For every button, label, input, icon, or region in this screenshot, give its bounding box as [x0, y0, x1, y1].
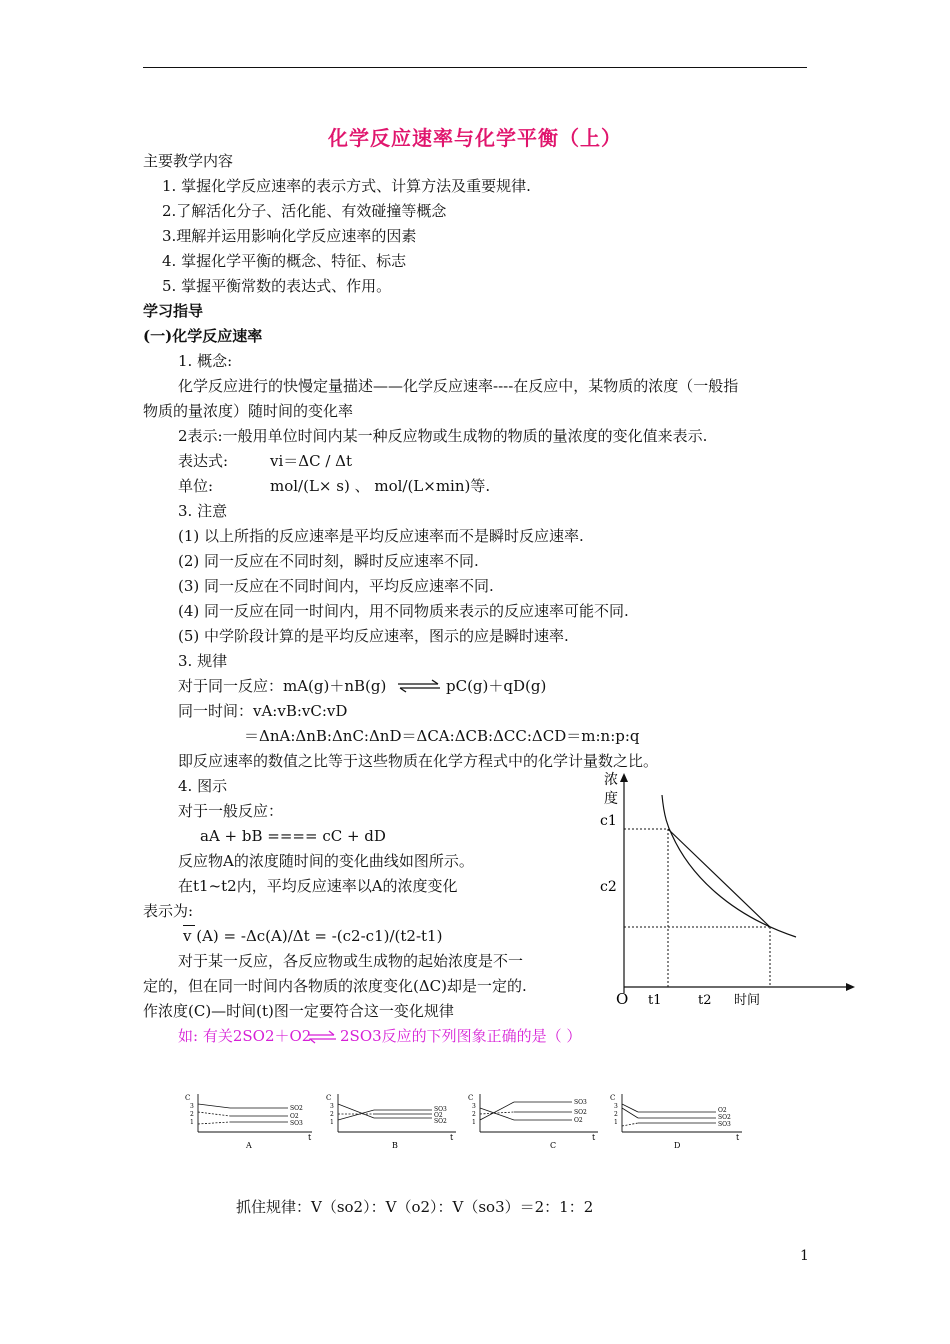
- graph-d-label-3: SO3: [718, 1121, 731, 1128]
- representation-line: 2表示:一般用单位时间内某一种反应物或生成物的物质的量浓度的变化值来表示.: [178, 427, 708, 445]
- graph-c-c: C: [468, 1094, 474, 1102]
- graph-a-letter: A: [246, 1141, 252, 1150]
- paragraph-line-1: 对于某一反应，各反应物或生成物的起始浓度是不一: [178, 952, 524, 970]
- diagram-label: 4. 图示: [178, 777, 228, 795]
- c2-label: c2: [600, 879, 617, 895]
- diagram-line-5: 表示为:: [143, 902, 194, 920]
- expression-formula: vi＝ΔC / Δt: [270, 452, 353, 470]
- section1-heading: (一)化学反应速率: [143, 327, 263, 345]
- example-suffix: 2SO3反应的下列图象正确的是（ ）: [340, 1027, 582, 1045]
- content-item-5: 5. 掌握平衡常数的表达式、作用。: [162, 277, 392, 295]
- note-item-1: (1) 以上所指的反应速率是平均反应速率而不是瞬时反应速率.: [178, 527, 584, 545]
- concept-line-2: 物质的量浓度）随时间的变化率: [143, 402, 354, 420]
- page-title: 化学反应速率与化学平衡（上）: [328, 126, 622, 150]
- graph-b-label-2: O2: [434, 1112, 443, 1119]
- graph-c-tick-2: 2: [472, 1111, 476, 1118]
- t1-label: t1: [648, 993, 662, 1008]
- note-item-2: (2) 同一反应在不同时刻，瞬时反应速率不同.: [178, 552, 479, 570]
- graph-a-c: C: [185, 1094, 191, 1102]
- paragraph-line-2: 定的，但在同一时间内各物质的浓度变化(ΔC)却是一定的.: [143, 977, 527, 995]
- guide-heading: 学习指导: [143, 302, 204, 320]
- diagram-line-4: 在t1~t2内，平均反应速率以A的浓度变化: [178, 877, 458, 895]
- rule-line-1a: 对于同一反应：mA(g)＋nB(g): [178, 677, 387, 695]
- graph-a-t: t: [308, 1133, 312, 1142]
- diagram-line-3: 反应物A的浓度随时间的变化曲线如图所示。: [178, 852, 474, 870]
- paragraph-line-3: 作浓度(C)—时间(t)图一定要符合这一变化规律: [143, 1002, 454, 1020]
- y-axis-label-1: 浓: [604, 772, 618, 788]
- content-heading: 主要教学内容: [143, 152, 234, 170]
- content-item-1: 1. 掌握化学反应速率的表示方式、计算方法及重要规律.: [162, 177, 531, 195]
- graph-b-label-3: SO2: [434, 1118, 447, 1125]
- v-overline: [183, 925, 195, 926]
- graph-d-label-2: SO2: [718, 1114, 731, 1121]
- conclusion-line: 抓住规律：V（so2）：V（o2）：V（so3）＝2：1：2: [236, 1198, 594, 1216]
- graph-c-tick-3: 3: [472, 1103, 476, 1110]
- graph-c-letter: C: [550, 1141, 557, 1150]
- origin-label: O: [616, 990, 629, 1008]
- graph-b-tick-3: 3: [330, 1103, 334, 1110]
- x-axis-label: 时间: [734, 993, 761, 1008]
- rule-line-2: 同一时间：vA:vB:vC:vD: [178, 702, 348, 720]
- rule-line-4: 即反应速率的数值之比等于这些物质在化学方程式中的化学计量数之比。: [178, 752, 659, 770]
- diagram-line-2: aA + bB ==== cC + dD: [200, 827, 386, 845]
- content-item-2: 2.了解活化分子、活化能、有效碰撞等概念: [162, 202, 447, 220]
- graph-d-label-1: O2: [718, 1107, 727, 1114]
- graph-c-label-3: O2: [574, 1117, 583, 1124]
- expression-label: 表达式:: [178, 452, 229, 470]
- y-axis-label-2: 度: [604, 791, 618, 807]
- option-graph-a: [185, 1094, 312, 1150]
- note-item-4: (4) 同一反应在同一时间内，用不同物质来表示的反应速率可能不同.: [178, 602, 629, 620]
- example-prefix: 如: 有关2SO2＋O2: [178, 1027, 312, 1045]
- graph-c-tick-1: 1: [472, 1119, 476, 1126]
- graph-d-c: C: [610, 1094, 616, 1102]
- note-item-3: (3) 同一反应在不同时间内，平均反应速率不同.: [178, 577, 494, 595]
- example-equilibrium-icon: [306, 1029, 338, 1045]
- graph-c-t: t: [592, 1133, 596, 1142]
- option-graph-c: [468, 1094, 598, 1150]
- graph-a-label-3: SO3: [290, 1120, 303, 1127]
- graph-a-tick-1: 1: [190, 1119, 194, 1126]
- concentration-time-graph: [590, 765, 860, 1015]
- graph-b-t: t: [450, 1133, 454, 1142]
- concept-line-1: 化学反应进行的快慢定量描述——化学反应速率----在反应中，某物质的浓度（一般指: [178, 377, 739, 395]
- unit-label: 单位:: [178, 477, 214, 495]
- note-item-5: (5) 中学阶段计算的是平均反应速率，图示的应是瞬时速率.: [178, 627, 569, 645]
- c1-label: c1: [600, 813, 617, 829]
- unit-value: mol/(L× s) 、 mol/(L×min)等.: [270, 477, 491, 495]
- equilibrium-arrow-icon: [396, 678, 442, 694]
- graph-b-tick-2: 2: [330, 1111, 334, 1118]
- option-graph-d: [610, 1094, 742, 1150]
- rule-line-3: ＝ΔnA:ΔnB:ΔnC:ΔnD＝ΔCA:ΔCB:ΔCC:ΔCD＝m:n:p:q: [244, 727, 640, 745]
- graph-b-c: C: [326, 1094, 332, 1102]
- graph-b-label-1: SO3: [434, 1106, 447, 1113]
- graph-a-label-2: O2: [290, 1113, 299, 1120]
- diagram-line-1: 对于一般反应：: [178, 802, 284, 820]
- t2-label: t2: [698, 993, 712, 1008]
- graph-d-letter: D: [674, 1141, 681, 1150]
- rule-label: 3. 规律: [178, 652, 228, 670]
- graph-a-tick-3: 3: [190, 1103, 194, 1110]
- graph-c-label-1: SO3: [574, 1099, 587, 1106]
- concept-label: 1. 概念:: [178, 352, 233, 370]
- page-number: 1: [800, 1248, 809, 1264]
- option-graph-b: [326, 1094, 456, 1150]
- header-rule: [143, 67, 807, 68]
- average-rate-formula: v (A) = -Δc(A)/Δt = -(c2-c1)/(t2-t1): [183, 927, 443, 945]
- graph-b-tick-1: 1: [330, 1119, 334, 1126]
- graph-d-tick-3: 3: [614, 1103, 618, 1110]
- option-graphs: [180, 1090, 760, 1154]
- content-item-4: 4. 掌握化学平衡的概念、特征、标志: [162, 252, 407, 270]
- graph-d-tick-2: 2: [614, 1111, 618, 1118]
- rule-line-1b: pC(g)＋qD(g): [446, 677, 547, 695]
- graph-c-label-2: SO2: [574, 1109, 587, 1116]
- graph-d-tick-1: 1: [614, 1119, 618, 1126]
- graph-a-tick-2: 2: [190, 1111, 194, 1118]
- graph-b-letter: B: [392, 1141, 398, 1150]
- graph-a-label-1: SO2: [290, 1105, 303, 1112]
- content-item-3: 3.理解并运用影响化学反应速率的因素: [162, 227, 417, 245]
- graph-d-t: t: [736, 1133, 740, 1142]
- notes-label: 3. 注意: [178, 502, 228, 520]
